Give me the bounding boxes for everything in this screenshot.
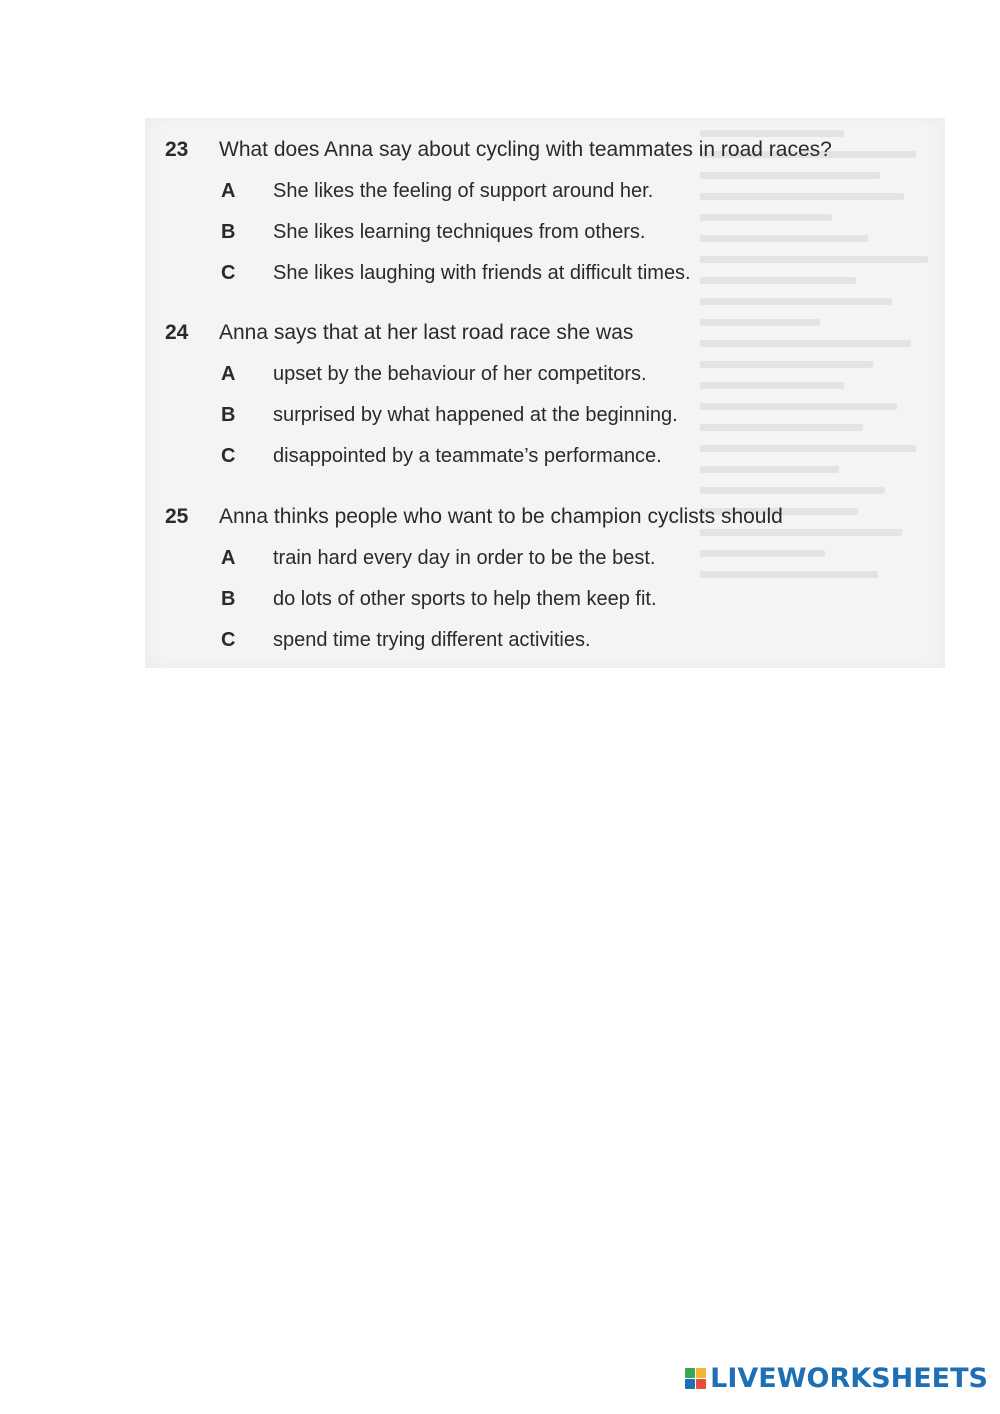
question-number: 25 [165,505,189,528]
option-letter: A [221,363,236,385]
logo-square-4 [696,1379,706,1389]
option-text: disappointed by a teammate’s performance. [273,445,662,467]
liveworksheets-watermark [685,1363,988,1394]
option-text: She likes learning techniques from others. [273,221,646,243]
question-number: 24 [165,321,189,344]
question-25 [165,503,925,654]
option-text: spend time trying different activities. [273,629,591,651]
option-letter: B [221,221,236,243]
question-text: What does Anna say about cycling with teammates in road races? [219,138,832,161]
option-letter: C [221,262,236,284]
option-c[interactable] [221,259,925,287]
logo-square-3 [685,1379,695,1389]
option-c[interactable] [221,442,925,470]
option-text: upset by the behaviour of her competitors. [273,363,647,385]
question-stem [165,503,925,531]
logo-square-2 [696,1368,706,1378]
question-stem [165,319,925,347]
option-b[interactable] [221,218,925,246]
option-c[interactable] [221,626,925,654]
question-number: 23 [165,138,189,161]
option-text: surprised by what happened at the beginning. [273,404,678,426]
option-b[interactable] [221,401,925,429]
option-b[interactable] [221,585,925,613]
logo-square-1 [685,1368,695,1378]
option-letter: B [221,588,236,610]
option-text: She likes laughing with friends at difficult times. [273,262,691,284]
option-letter: C [221,445,236,467]
brand-name: LIVEWORKSHEETS [710,1363,988,1394]
question-text: Anna says that at her last road race she was [219,321,634,344]
option-a[interactable] [221,177,925,205]
option-letter: B [221,404,236,426]
option-letter: C [221,629,236,651]
question-23 [165,136,925,287]
option-letter: A [221,180,236,202]
option-a[interactable] [221,544,925,572]
option-letter: A [221,547,236,569]
option-text: do lots of other sports to help them keep fit. [273,588,657,610]
option-a[interactable] [221,360,925,388]
option-text: She likes the feeling of support around her. [273,180,654,202]
question-24 [165,319,925,470]
question-text: Anna thinks people who want to be champion cyclists should [219,505,783,528]
liveworksheets-logo-icon [685,1368,706,1389]
question-stem [165,136,925,164]
option-text: train hard every day in order to be the best. [273,547,656,569]
